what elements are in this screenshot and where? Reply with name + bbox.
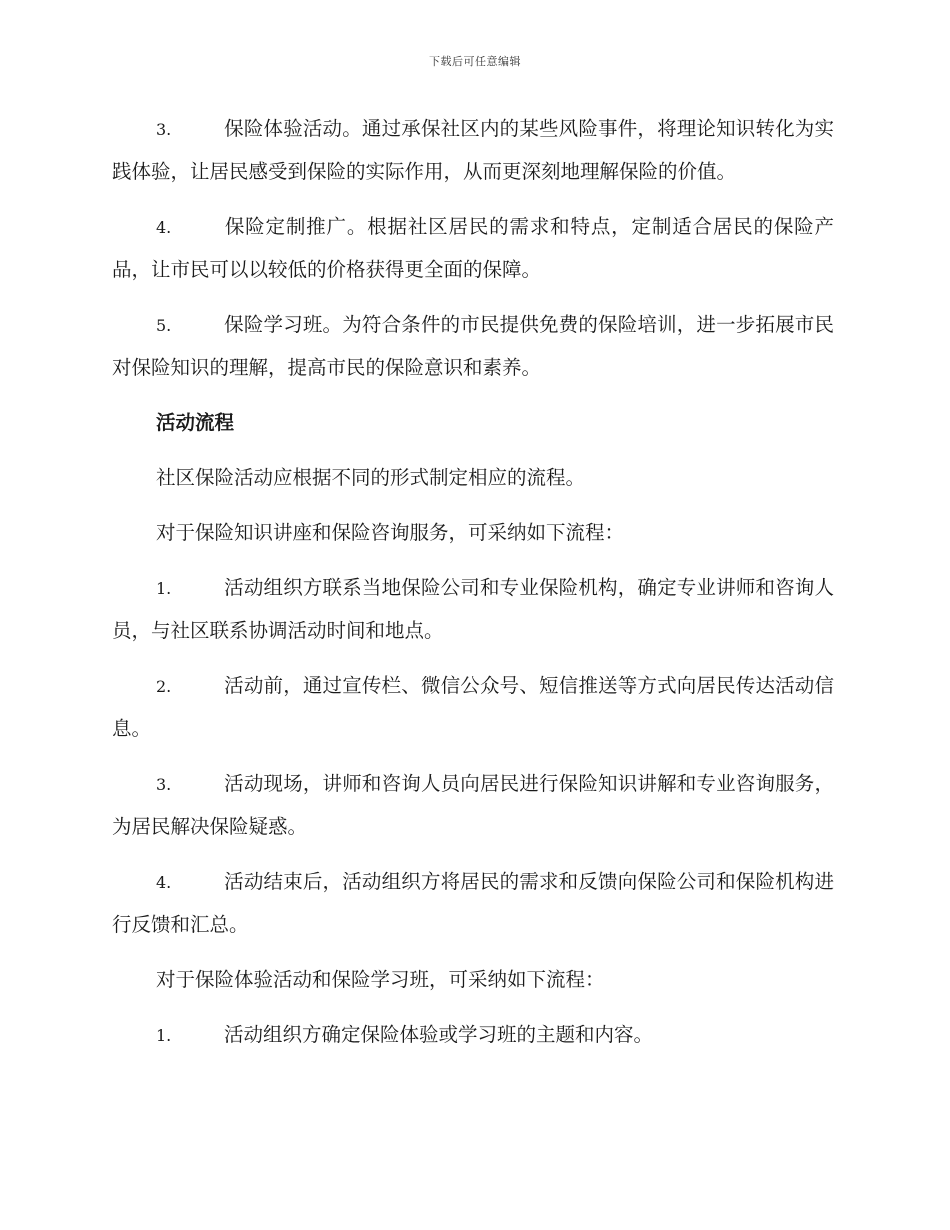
- list-item-text: 保险定制推广。根据社区居民的需求和特点，定制适合居民的保险产品，让市民可以以较低的价格获得更全面的保障。: [112, 215, 834, 281]
- page-header: 下载后可任意编辑: [429, 55, 521, 68]
- list-item: [112, 304, 834, 389]
- list-item: [112, 567, 834, 652]
- list-number: 4.: [156, 218, 172, 237]
- list-number: 1.: [156, 1026, 172, 1045]
- list-item: [112, 206, 834, 291]
- list-number: 1.: [156, 579, 172, 598]
- list-item: [112, 108, 834, 193]
- list-number: 3.: [156, 775, 172, 794]
- list-item-text: 活动结束后，活动组织方将居民的需求和反馈向保险公司和保险机构进行反馈和汇总。: [112, 870, 834, 936]
- list-item: [112, 665, 834, 750]
- section-heading: 活动流程: [156, 411, 235, 434]
- list-number: 3.: [156, 120, 172, 139]
- paragraph: 社区保险活动应根据不同的形式制定相应的流程。: [156, 466, 586, 489]
- paragraph: 对于保险知识讲座和保险咨询服务，可采纳如下流程：: [156, 521, 625, 544]
- list-item-text: 保险体验活动。通过承保社区内的某些风险事件，将理论知识转化为实践体验，让居民感受到保险的实际作用，从而更深刻地理解保险的价值。: [112, 117, 834, 183]
- list-item-text: 活动组织方联系当地保险公司和专业保险机构，确定专业讲师和咨询人员，与社区联系协调活动时间和地点。: [112, 576, 834, 642]
- list-item-text: 活动现场，讲师和咨询人员向居民进行保险知识讲解和专业咨询服务，为居民解决保险疑惑。: [112, 772, 834, 838]
- list-item: [112, 763, 834, 848]
- list-item-text: 保险学习班。为符合条件的市民提供免费的保险培训，进一步拓展市民对保险知识的理解，提高市民的保险意识和素养。: [112, 313, 834, 379]
- list-item-text: 活动前，通过宣传栏、微信公众号、短信推送等方式向居民传达活动信息。: [112, 674, 834, 740]
- paragraph: 对于保险体验活动和保险学习班，可采纳如下流程：: [156, 968, 605, 991]
- list-number: 4.: [156, 873, 172, 892]
- list-number: 5.: [156, 316, 172, 335]
- list-number: 2.: [156, 677, 172, 696]
- list-item: [112, 1014, 834, 1057]
- document-body: [112, 108, 834, 1070]
- list-item: [112, 861, 834, 946]
- list-item-text: 活动组织方确定保险体验或学习班的主题和内容。: [224, 1023, 654, 1046]
